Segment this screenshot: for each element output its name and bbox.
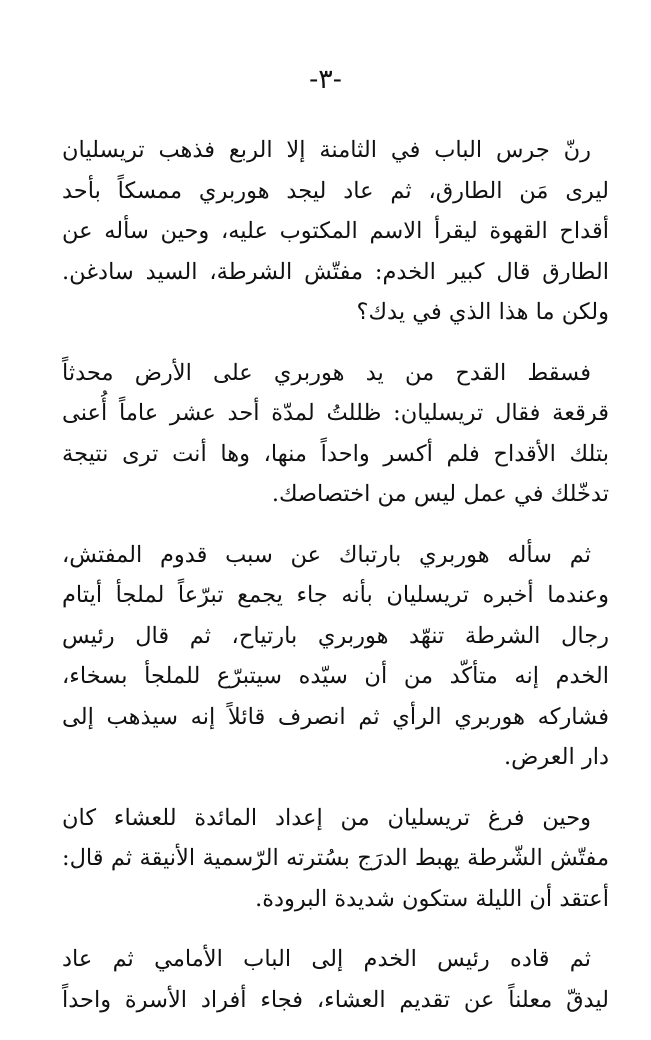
text-line: وعندما أخبره تريسليان بأنه جاء يجمع تبرّعاً لملجأ أيتام xyxy=(62,582,609,608)
text-line: ليدقّ معلناً عن تقديم العشاء، فجاء أفراد الأسرة واحداً xyxy=(62,986,609,1013)
text-line: فسقط القدح من يد هوربري على الأرض محدثاً xyxy=(62,359,591,386)
paragraph-2 xyxy=(62,353,609,515)
text-line: رجال الشرطة تنهّد هوربري بارتياح، ثم قال رئيس xyxy=(62,622,609,649)
text-line: بتلك الأقداح فلم أكسر واحداً منها، وها أنت ترى نتيجة xyxy=(62,440,609,467)
text-line: ثم قاده رئيس الخدم إلى الباب الأمامي ثم عاد xyxy=(62,946,591,972)
text-line: أقداح القهوة ليقرأ الاسم المكتوب عليه، وحين سأله عن xyxy=(62,218,609,244)
page-number: -٣- xyxy=(309,64,342,95)
paragraph-4 xyxy=(62,798,609,920)
text-line: ولكن ما هذا الذي في يدك؟ xyxy=(356,299,609,325)
text-line: تدخّلك في عمل ليس من اختصاصك. xyxy=(271,481,609,507)
text-line: فشاركه هوربري الرأي ثم انصرف قائلاً إنه سيذهب إلى xyxy=(62,703,609,730)
text-line: دار العرض. xyxy=(503,744,609,770)
paragraph-3 xyxy=(62,535,609,778)
text-line: ليرى مَن الطارق، ثم عاد ليجد هوربري ممسكاً بأحد xyxy=(62,177,609,204)
text-line: ثم سأله هوربري بارتباك عن سبب قدوم المفتش، xyxy=(62,541,591,568)
text-line: الخدم إنه متأكّد من أن سيّده سيتبرّع للملجأ بسخاء، xyxy=(62,663,609,689)
text-line: وحين فرغ تريسليان من إعداد المائدة للعشاء كان xyxy=(62,804,591,831)
text-line: مفتّش الشّرطة يهبط الدرَج بسُترته الرّسمية الأنيقة ثم قال: xyxy=(62,845,609,871)
text-line: رنّ جرس الباب في الثامنة إلا الربع فذهب تريسليان xyxy=(62,137,591,163)
body-text xyxy=(62,130,609,1040)
text-line: الطارق قال كبير الخدم: مفتّش الشرطة، السيد سادغن. xyxy=(62,258,609,285)
paragraph-5 xyxy=(62,939,609,1020)
text-line: أعتقد أن الليلة ستكون شديدة البرودة. xyxy=(255,885,609,912)
text-line: قرقعة فقال تريسليان: ظللتُ لمدّة أحد عشر عاماً أُعنى xyxy=(62,400,609,426)
paragraph-1 xyxy=(62,130,609,333)
